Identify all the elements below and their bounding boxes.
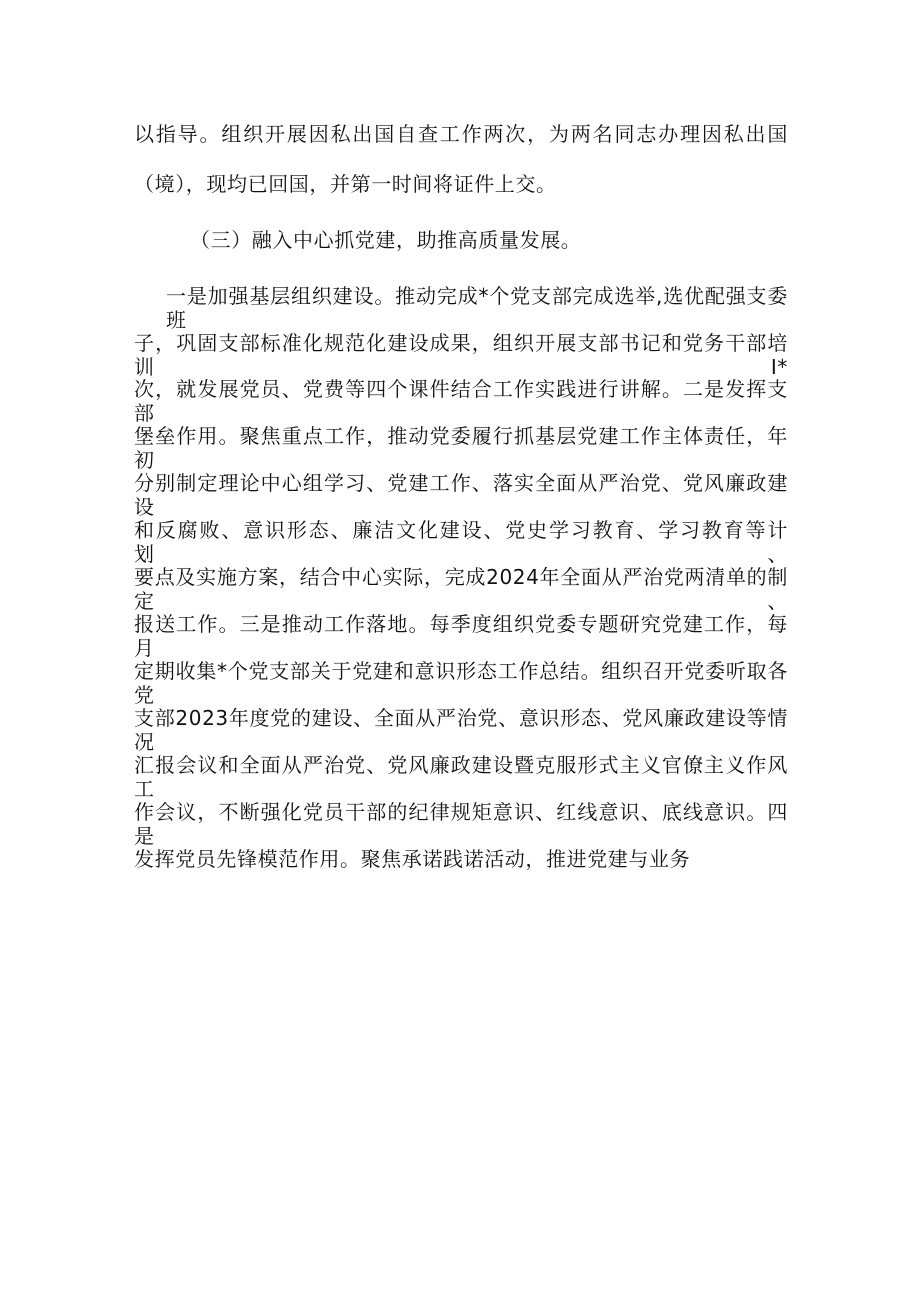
paragraph-line: 次，就发展党员、党费等四个课件结合工作实践进行讲解。二是发挥支部 (134, 377, 788, 425)
paragraph-line: 定期收集*个党支部关于党建和意识形态工作总结。组织召开党委听取各党 (134, 659, 788, 707)
paragraph-line: 分别制定理论中心组学习、党建工作、落实全面从严治党、党风廉政建设 (134, 471, 788, 519)
paragraph-line: 报送工作。三是推动工作落地。每季度组织党委专题研究党建工作，每月 (134, 612, 788, 660)
paragraph-line: 和反腐败、意识形态、廉洁文化建设、党史学习教育、学习教育等计划、 (134, 518, 788, 566)
paragraph-line: 子，巩固支部标准化规范化建设成果，组织开展支部书记和党务干部培训I* (134, 331, 788, 379)
paragraph-line: 发挥党员先锋模范作用。聚焦承诺践诺活动，推进党建与业务 (134, 847, 691, 871)
paragraph-line: 支部2023年度党的建设、全面从严治党、意识形态、党风廉政建设等情况 (134, 706, 788, 754)
paragraph-line: 堡垒作用。聚焦重点工作，推动党委履行抓基层党建工作主体责任，年初 (134, 424, 788, 472)
paragraph-line: 作会议，不断强化党员干部的纪律规矩意识、红线意识、底线意识。四是 (134, 800, 788, 848)
section-heading: （三）融入中心抓党建，助推高质量发展。 (190, 228, 582, 252)
paragraph-line: 汇报会议和全面从严治党、党风廉政建设暨克服形式主义官僚主义作风工 (134, 753, 788, 801)
paragraph-line: 一是加强基层组织建设。推动完成*个党支部完成选举,选优配强支委班 (166, 284, 788, 332)
paragraph-line: （境），现均已回国，并第一时间将证件上交。 (134, 172, 557, 196)
paragraph-line: 要点及实施方案，结合中心实际，完成2024年全面从严治党两清单的制定、 (134, 565, 788, 613)
paragraph-line: 以指导。组织开展因私出国自查工作两次，为两名同志办理因私出国 (134, 122, 788, 146)
